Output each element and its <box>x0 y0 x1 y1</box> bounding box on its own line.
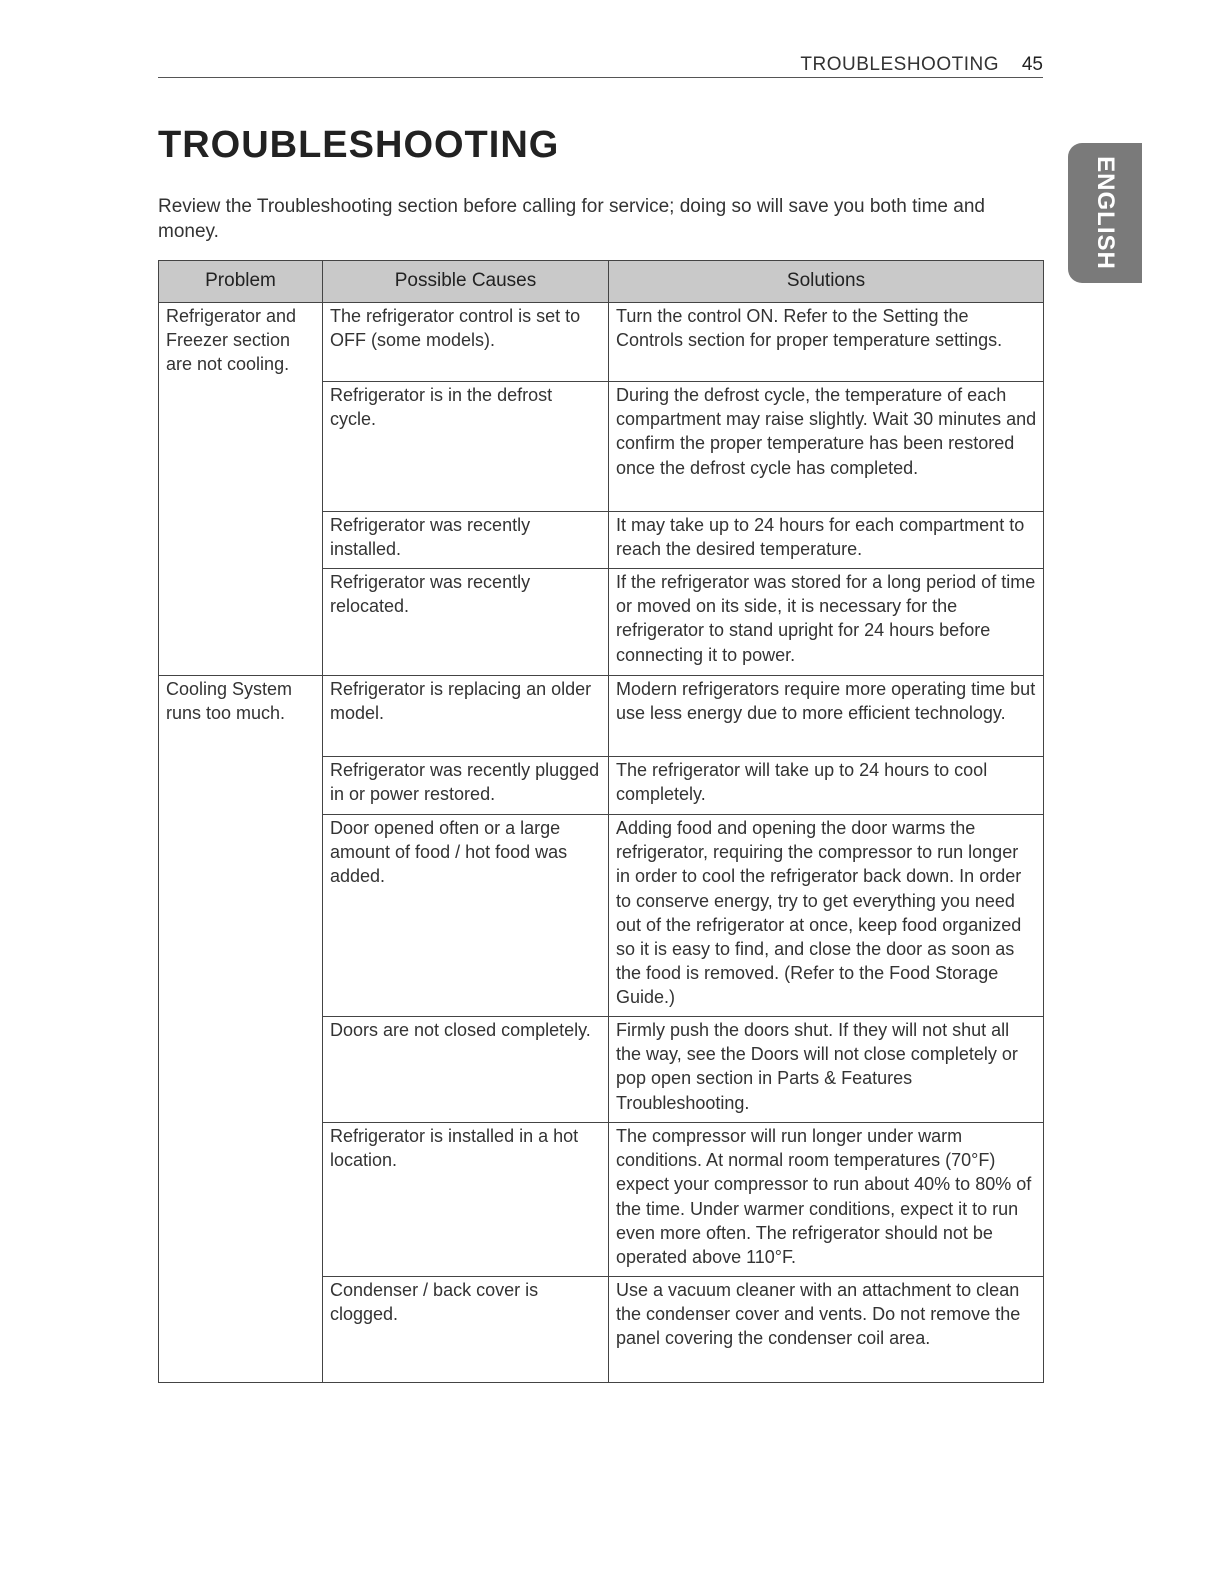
cause-cell: Refrigerator is in the defrost cycle. <box>323 382 609 512</box>
table-header-row <box>159 261 1044 303</box>
intro-paragraph: Review the Troubleshooting section before calling for service; doing so will save you both time and money. <box>158 196 985 242</box>
cause-cell: Refrigerator was recently relocated. <box>323 569 609 676</box>
problem-cell: Refrigerator and Freezer section are not cooling. <box>159 303 323 676</box>
cause-cell: Refrigerator was recently plugged in or power restored. <box>323 757 609 815</box>
cause-cell: Refrigerator is replacing an older model. <box>323 676 609 757</box>
table-row <box>159 303 1044 382</box>
language-tab-label: ENGLISH <box>1092 156 1119 270</box>
solution-cell: If the refrigerator was stored for a long period of time or moved on its side, it is necessary for the refrigerator to stand upright for 24 hours before connecting it to power. <box>609 569 1044 676</box>
header-solutions: Solutions <box>609 261 1044 303</box>
solution-cell: The compressor will run longer under warm conditions. At normal room temperatures (70°F) expect your compressor to run about 40% to 80% of the time. Under warmer conditions, expect it to run even more often. The refrigerator should not be operated above 110°F. <box>609 1123 1044 1277</box>
problem-cell: Cooling System runs too much. <box>159 676 323 1383</box>
running-header-section: TROUBLESHOOTING <box>800 54 999 75</box>
troubleshooting-table <box>158 260 1044 1383</box>
cause-cell: Refrigerator is installed in a hot location. <box>323 1123 609 1277</box>
cause-cell: Condenser / back cover is clogged. <box>323 1277 609 1383</box>
cause-cell: Refrigerator was recently installed. <box>323 512 609 569</box>
header-problem: Problem <box>159 261 323 303</box>
solution-cell: Adding food and opening the door warms the refrigerator, requiring the compressor to run longer in order to cool the refrigerator back down. In order to conserve energy, try to get everything you need out of the refrigerator at once, keep food organized so it is easy to find, and close the door as soon as the food is removed. (Refer to the Food Storage Guide.) <box>609 815 1044 1017</box>
header-possible-causes: Possible Causes <box>323 261 609 303</box>
solution-cell: Turn the control ON. Refer to the Setting the Controls section for proper temperature settings. <box>609 303 1044 382</box>
solution-cell: Firmly push the doors shut. If they will not shut all the way, see the Doors will not close completely or pop open section in Parts & Features Troubleshooting. <box>609 1017 1044 1123</box>
page-header <box>158 52 1043 78</box>
cause-cell: The refrigerator control is set to OFF (some models). <box>323 303 609 382</box>
solution-cell: Use a vacuum cleaner with an attachment to clean the condenser cover and vents. Do not remove the panel covering the condenser coil area. <box>609 1277 1044 1383</box>
solution-cell: It may take up to 24 hours for each compartment to reach the desired temperature. <box>609 512 1044 569</box>
page-number: 45 <box>1021 54 1043 75</box>
solution-cell: During the defrost cycle, the temperature of each compartment may raise slightly. Wait 30 minutes and confirm the proper temperature has been restored once the defrost cycle has completed. <box>609 382 1044 512</box>
cause-cell: Door opened often or a large amount of food / hot food was added. <box>323 815 609 1017</box>
language-tab <box>1068 143 1142 283</box>
page-title: TROUBLESHOOTING <box>158 124 560 166</box>
solution-cell: The refrigerator will take up to 24 hours to cool completely. <box>609 757 1044 815</box>
cause-cell: Doors are not closed completely. <box>323 1017 609 1123</box>
solution-cell: Modern refrigerators require more operating time but use less energy due to more efficient technology. <box>609 676 1044 757</box>
table-row <box>159 676 1044 757</box>
